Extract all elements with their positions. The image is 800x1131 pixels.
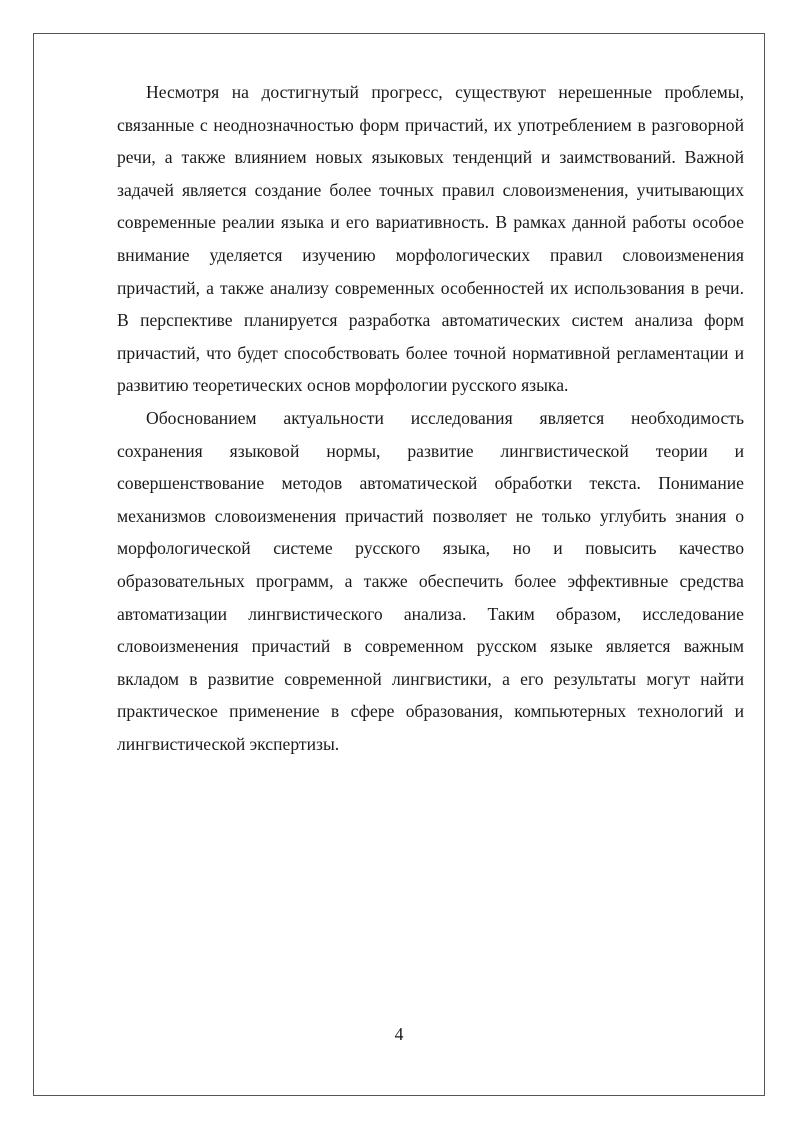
- paragraph-2: Обоснованием актуальности исследования является необходимость сохранения языковой нормы, развитие лингвистической теории и совершенствование методов автоматической обработки текста. Понимание механизмов словоизменения причастий позволяет не только углубить знания о морфологической системе русского языка, но и повысить качество образовательных программ, а также обеспечить более эффективные средства автоматизации лингвистического анализа. Таким образом, исследование словоизменения причастий в современном русском языке является важным вкладом в развитие современной лингвистики, а его результаты могут найти практическое применение в сфере образования, компьютерных технологий и лингвистической экспертизы.: [117, 407, 744, 754]
- paragraph-1: Несмотря на достигнутый прогресс, существуют нерешенные проблемы, связанные с неоднозначностью форм причастий, их употреблением в разговорной речи, а также влиянием новых языковых тенденций и заимствований. Важной задачей является создание более точных правил словоизменения, учитывающих современные реалии языка и его вариативность. В рамках данной работы особое внимание уделяется изучению морфологических правил словоизменения причастий, а также анализу современных особенностей их использования в речи. В перспективе планируется разработка автоматических систем анализа форм причастий, что будет способствовать более точной нормативной регламентации и развитию теоретических основ морфологии русского языка.: [117, 82, 744, 396]
- document-page: [33, 33, 765, 1096]
- body-text: [117, 76, 744, 760]
- page-number: 4: [394, 1024, 404, 1044]
